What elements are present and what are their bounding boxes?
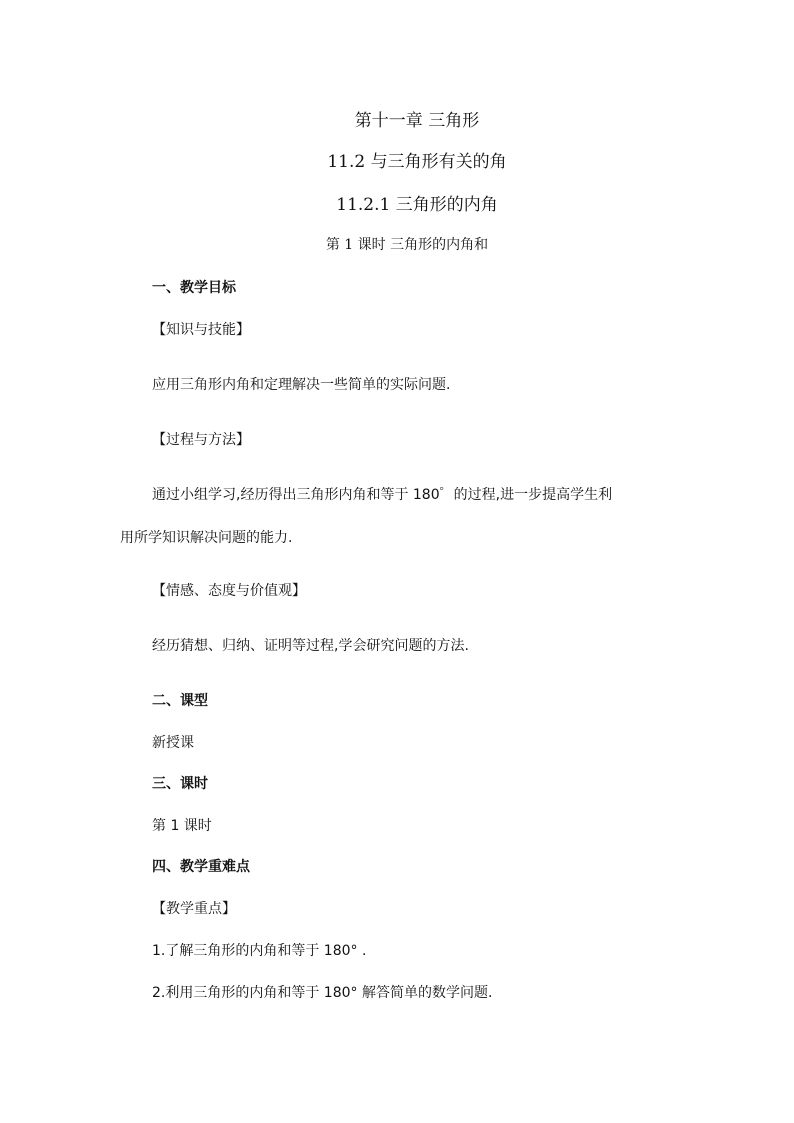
lesson-type-heading: 二、课型 <box>152 693 208 709</box>
process-label: 【过程与方法】 <box>152 432 250 448</box>
emotion-label: 【情感、态度与价值观】 <box>152 583 306 599</box>
key-points-label: 【教学重点】 <box>152 901 236 917</box>
process-text-line2: 用所学知识解决问题的能力. <box>120 530 293 546</box>
chapter-title: 第十一章 三角形 <box>354 111 480 131</box>
process-text-line1: 通过小组学习,经历得出三角形内角和等于 180゜的过程,进一步提高学生利 <box>152 487 613 503</box>
lesson-title: 第 1 课时 三角形的内角和 <box>325 237 489 253</box>
knowledge-label: 【知识与技能】 <box>152 322 250 338</box>
emotion-text: 经历猜想、归纳、证明等过程,学会研究问题的方法. <box>152 638 469 654</box>
section-title: 11.2 与三角形有关的角 <box>327 152 507 172</box>
key-points-heading: 四、教学重难点 <box>152 859 250 875</box>
key-point-item-1: 1.了解三角形的内角和等于 180° . <box>152 943 367 959</box>
objectives-heading: 一、教学目标 <box>152 280 236 296</box>
key-point-item-2: 2.利用三角形的内角和等于 180° 解答简单的数学问题. <box>152 985 493 1001</box>
subsection-title: 11.2.1 三角形的内角 <box>336 195 498 215</box>
lesson-type-text: 新授课 <box>152 735 194 751</box>
class-hours-text: 第 1 课时 <box>152 818 212 834</box>
class-hours-heading: 三、课时 <box>152 776 208 792</box>
knowledge-text: 应用三角形内角和定理解决一些简单的实际问题. <box>152 377 451 393</box>
